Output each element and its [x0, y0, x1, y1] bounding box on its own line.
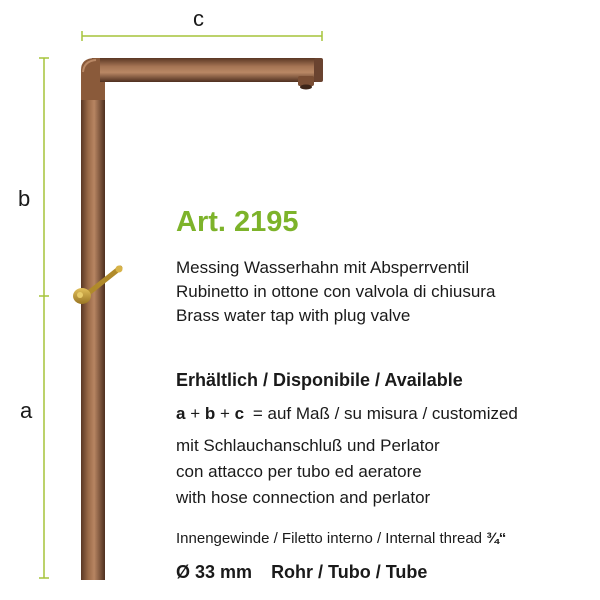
formula-plus-1: + [190, 404, 201, 423]
feature-en: with hose connection and perlator [176, 488, 431, 507]
spout-pipe [92, 58, 320, 82]
feature-it: con attacco per tubo ed aeratore [176, 462, 422, 481]
description-en: Brass water tap with plug valve [176, 306, 411, 325]
tube-diameter: Ø 33 mm [176, 562, 253, 582]
formula-text: = auf Maß / su misura / customized [252, 404, 518, 423]
thread-text: Innengewinde / Filetto interno / Internal thread [176, 530, 483, 547]
thread-size: ¾“ [486, 530, 507, 547]
formula-plus-2: + [220, 404, 230, 423]
thread-info [176, 530, 506, 547]
dimension-label-c: c [193, 6, 204, 31]
formula-c: c [234, 404, 245, 423]
spout-end-cap [314, 58, 323, 82]
vertical-pipe [81, 70, 105, 580]
tube-info [176, 562, 427, 583]
formula-b: b [204, 404, 216, 423]
availability-heading: Erhältlich / Disponibile / Available [176, 370, 463, 390]
feature-de: mit Schlauchanschluß und Perlator [176, 436, 440, 455]
dimension-label-b: b [18, 186, 31, 211]
formula-a: a [176, 404, 186, 423]
article-number: Art. 2195 [176, 206, 299, 238]
description-de: Messing Wasserhahn mit Absperrventil [176, 258, 470, 277]
dimension-label-a: a [20, 398, 33, 423]
size-formula [176, 404, 518, 424]
tube-label: Rohr / Tubo / Tube [271, 562, 428, 582]
description-it: Rubinetto in ottone con valvola di chiusura [176, 282, 496, 301]
